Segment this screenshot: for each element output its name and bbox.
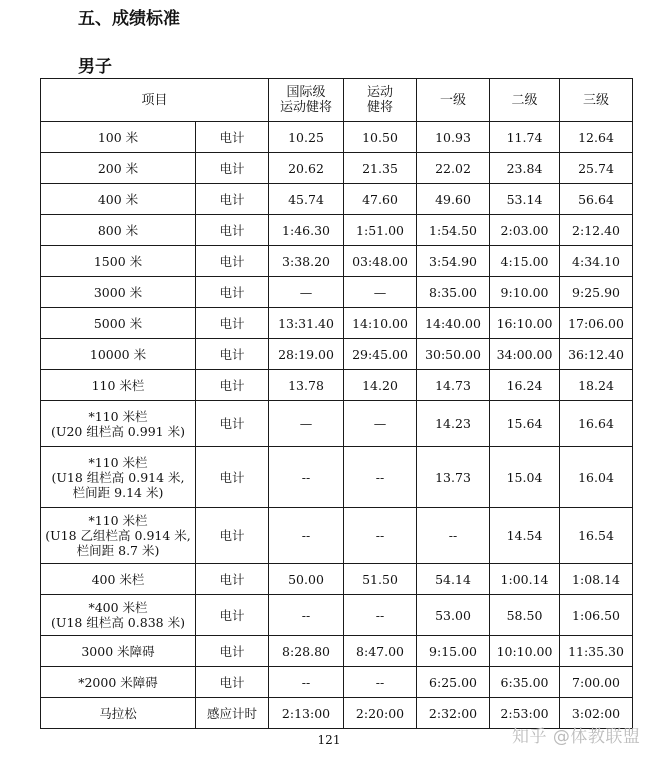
timing-cell: 电计	[196, 308, 269, 339]
event-cell: 100 米	[41, 122, 196, 153]
value-cell: 7:00.00	[560, 667, 633, 698]
timing-cell: 电计	[196, 447, 269, 508]
value-cell: 54.14	[417, 564, 490, 595]
value-cell: 2:13:00	[269, 698, 344, 729]
timing-cell: 电计	[196, 595, 269, 636]
value-cell: 2:12.40	[560, 215, 633, 246]
value-cell: 2:03.00	[490, 215, 560, 246]
table-row	[41, 277, 633, 308]
table-row	[41, 370, 633, 401]
standards-table	[40, 78, 633, 729]
table-row	[41, 153, 633, 184]
value-cell: 1:00.14	[490, 564, 560, 595]
header-row	[41, 79, 633, 122]
value-cell: --	[269, 595, 344, 636]
value-cell: 13.78	[269, 370, 344, 401]
table-row	[41, 308, 633, 339]
event-cell: 1500 米	[41, 246, 196, 277]
value-cell: 25.74	[560, 153, 633, 184]
event-cell: 400 米	[41, 184, 196, 215]
value-cell: --	[344, 667, 417, 698]
table-row	[41, 339, 633, 370]
value-cell: --	[344, 447, 417, 508]
value-cell: 2:53:00	[490, 698, 560, 729]
value-cell: 1:51.00	[344, 215, 417, 246]
timing-cell: 电计	[196, 667, 269, 698]
timing-cell: 电计	[196, 277, 269, 308]
timing-cell: 电计	[196, 508, 269, 564]
value-cell: 03:48.00	[344, 246, 417, 277]
value-cell: 56.64	[560, 184, 633, 215]
table-row	[41, 595, 633, 636]
event-cell: *110 米栏 (U20 组栏高 0.991 米)	[41, 401, 196, 447]
value-cell: 14:40.00	[417, 308, 490, 339]
value-cell: --	[269, 508, 344, 564]
value-cell: 58.50	[490, 595, 560, 636]
timing-cell: 电计	[196, 215, 269, 246]
value-cell: 10:10.00	[490, 636, 560, 667]
value-cell: —	[344, 401, 417, 447]
value-cell: 53.00	[417, 595, 490, 636]
value-cell: 20.62	[269, 153, 344, 184]
header-grade-third: 三级	[560, 79, 633, 122]
value-cell: 15.04	[490, 447, 560, 508]
value-cell: —	[269, 401, 344, 447]
value-cell: 14.73	[417, 370, 490, 401]
value-cell: --	[269, 667, 344, 698]
value-cell: 30:50.00	[417, 339, 490, 370]
value-cell: 47.60	[344, 184, 417, 215]
value-cell: 23.84	[490, 153, 560, 184]
timing-cell: 电计	[196, 564, 269, 595]
value-cell: 1:08.14	[560, 564, 633, 595]
value-cell: 8:35.00	[417, 277, 490, 308]
value-cell: 3:38.20	[269, 246, 344, 277]
event-cell: 5000 米	[41, 308, 196, 339]
value-cell: 18.24	[560, 370, 633, 401]
value-cell: 10.25	[269, 122, 344, 153]
value-cell: 10.93	[417, 122, 490, 153]
table-row	[41, 636, 633, 667]
value-cell: 16.64	[560, 401, 633, 447]
value-cell: 14:10.00	[344, 308, 417, 339]
event-cell: 800 米	[41, 215, 196, 246]
timing-cell: 电计	[196, 246, 269, 277]
event-cell: 3000 米	[41, 277, 196, 308]
value-cell: 8:28.80	[269, 636, 344, 667]
value-cell: 34:00.00	[490, 339, 560, 370]
value-cell: 17:06.00	[560, 308, 633, 339]
header-grade-international: 国际级 运动健将	[269, 79, 344, 122]
timing-cell: 电计	[196, 122, 269, 153]
value-cell: 4:15.00	[490, 246, 560, 277]
value-cell: 2:20:00	[344, 698, 417, 729]
value-cell: 1:46.30	[269, 215, 344, 246]
value-cell: 36:12.40	[560, 339, 633, 370]
table-row	[41, 122, 633, 153]
value-cell: 14.23	[417, 401, 490, 447]
value-cell: --	[269, 447, 344, 508]
value-cell: 29:45.00	[344, 339, 417, 370]
timing-cell: 电计	[196, 153, 269, 184]
value-cell: --	[417, 508, 490, 564]
value-cell: 16.54	[560, 508, 633, 564]
watermark-text: 知乎 @体教联盟	[512, 727, 641, 747]
value-cell: 50.00	[269, 564, 344, 595]
value-cell: --	[344, 508, 417, 564]
table-row	[41, 215, 633, 246]
value-cell: 3:54.90	[417, 246, 490, 277]
value-cell: 12.64	[560, 122, 633, 153]
event-cell: *110 米栏 (U18 乙组栏高 0.914 米, 栏间距 8.7 米)	[41, 508, 196, 564]
value-cell: 14.54	[490, 508, 560, 564]
timing-cell: 电计	[196, 401, 269, 447]
value-cell: 13:31.40	[269, 308, 344, 339]
event-cell: 10000 米	[41, 339, 196, 370]
value-cell: 22.02	[417, 153, 490, 184]
timing-cell: 电计	[196, 339, 269, 370]
value-cell: 4:34.10	[560, 246, 633, 277]
value-cell: 16.04	[560, 447, 633, 508]
value-cell: 14.20	[344, 370, 417, 401]
timing-cell: 电计	[196, 184, 269, 215]
timing-cell: 电计	[196, 370, 269, 401]
table-row	[41, 508, 633, 564]
timing-cell: 感应计时	[196, 698, 269, 729]
value-cell: 11:35.30	[560, 636, 633, 667]
event-cell: 马拉松	[41, 698, 196, 729]
timing-cell: 电计	[196, 636, 269, 667]
table-row	[41, 401, 633, 447]
value-cell: 2:32:00	[417, 698, 490, 729]
value-cell: 13.73	[417, 447, 490, 508]
event-cell: 110 米栏	[41, 370, 196, 401]
event-cell: *2000 米障碍	[41, 667, 196, 698]
value-cell: 9:10.00	[490, 277, 560, 308]
value-cell: 1:06.50	[560, 595, 633, 636]
event-cell: *110 米栏 (U18 组栏高 0.914 米, 栏间距 9.14 米)	[41, 447, 196, 508]
value-cell: 16:10.00	[490, 308, 560, 339]
value-cell: 6:35.00	[490, 667, 560, 698]
value-cell: 6:25.00	[417, 667, 490, 698]
event-cell: 400 米栏	[41, 564, 196, 595]
event-cell: 3000 米障碍	[41, 636, 196, 667]
value-cell: 49.60	[417, 184, 490, 215]
value-cell: 9:25.90	[560, 277, 633, 308]
value-cell: 53.14	[490, 184, 560, 215]
value-cell: 28:19.00	[269, 339, 344, 370]
table-row	[41, 246, 633, 277]
value-cell: 8:47.00	[344, 636, 417, 667]
table-row	[41, 447, 633, 508]
value-cell: 3:02:00	[560, 698, 633, 729]
gender-title: 男子	[78, 57, 112, 77]
value-cell: —	[344, 277, 417, 308]
value-cell: 45.74	[269, 184, 344, 215]
value-cell: 15.64	[490, 401, 560, 447]
header-item: 项目	[41, 79, 269, 122]
header-grade-second: 二级	[490, 79, 560, 122]
section-title: 五、成绩标准	[78, 9, 180, 29]
event-cell: *400 米栏 (U18 组栏高 0.838 米)	[41, 595, 196, 636]
value-cell: 21.35	[344, 153, 417, 184]
value-cell: 11.74	[490, 122, 560, 153]
value-cell: --	[344, 595, 417, 636]
value-cell: 9:15.00	[417, 636, 490, 667]
value-cell: 1:54.50	[417, 215, 490, 246]
value-cell: 10.50	[344, 122, 417, 153]
value-cell: 16.24	[490, 370, 560, 401]
value-cell: —	[269, 277, 344, 308]
table-row	[41, 564, 633, 595]
table-row	[41, 184, 633, 215]
header-grade-first: 一级	[417, 79, 490, 122]
header-grade-master: 运动 健将	[344, 79, 417, 122]
table-row	[41, 667, 633, 698]
event-cell: 200 米	[41, 153, 196, 184]
table-body	[41, 122, 633, 729]
value-cell: 51.50	[344, 564, 417, 595]
page-number: 121	[317, 733, 341, 747]
